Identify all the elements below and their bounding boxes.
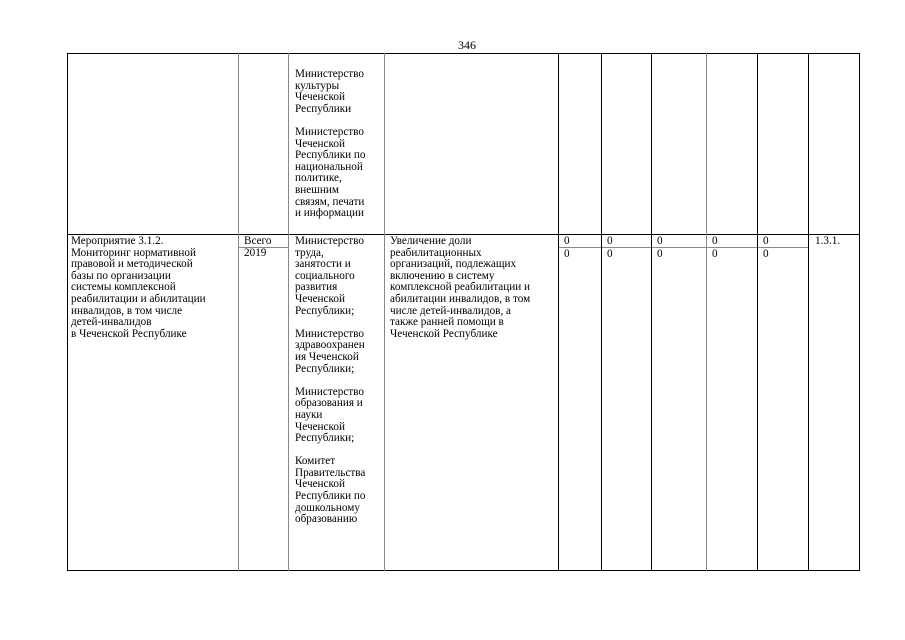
value-2019: 0 — [763, 248, 769, 260]
value-total: 0 — [564, 235, 570, 247]
row1-executors: Министерство культуры Чеченской Республики Министерство Чеченской Республики по национальной политике, внешним связям, печати и информации — [295, 68, 366, 220]
value-2019: 0 — [657, 248, 663, 260]
value-2019: 0 — [712, 248, 718, 260]
expected-result: Увеличение доли реабилитационных организаций, подлежащих включению в систему комплексной реабилитации и абилитации инвалидов, в том числе детей-инвалидов, а также ранней помощи в Чеченской Республике — [390, 235, 531, 340]
indicator-ref: 1.3.1. — [815, 235, 841, 247]
period-year: 2019 — [244, 247, 267, 259]
value-total: 0 — [607, 235, 613, 247]
value-total: 0 — [657, 235, 663, 247]
row2-executors: Министерство труда, занятости и социального развития Чеченской Республики; Министерство здравоохранен ия Чеченской Республики; Министерство образования и науки Чеченской Республики; Комитет Правительства Чеченской Республики по дошкольному образованию — [295, 235, 366, 526]
value-2019: 0 — [564, 248, 570, 260]
value-total: 0 — [712, 235, 718, 247]
value-2019: 0 — [607, 248, 613, 260]
page-number: 346 — [458, 38, 476, 52]
value-total: 0 — [763, 235, 769, 247]
period-total: Всего — [244, 235, 272, 247]
activity-name: Мероприятие 3.1.2. Мониторинг нормативной правовой и методической базы по организации системы комплексной реабилитации и абилитации инвалидов, в том числе детей-инвалидов в Чеченской Республике — [71, 235, 206, 340]
